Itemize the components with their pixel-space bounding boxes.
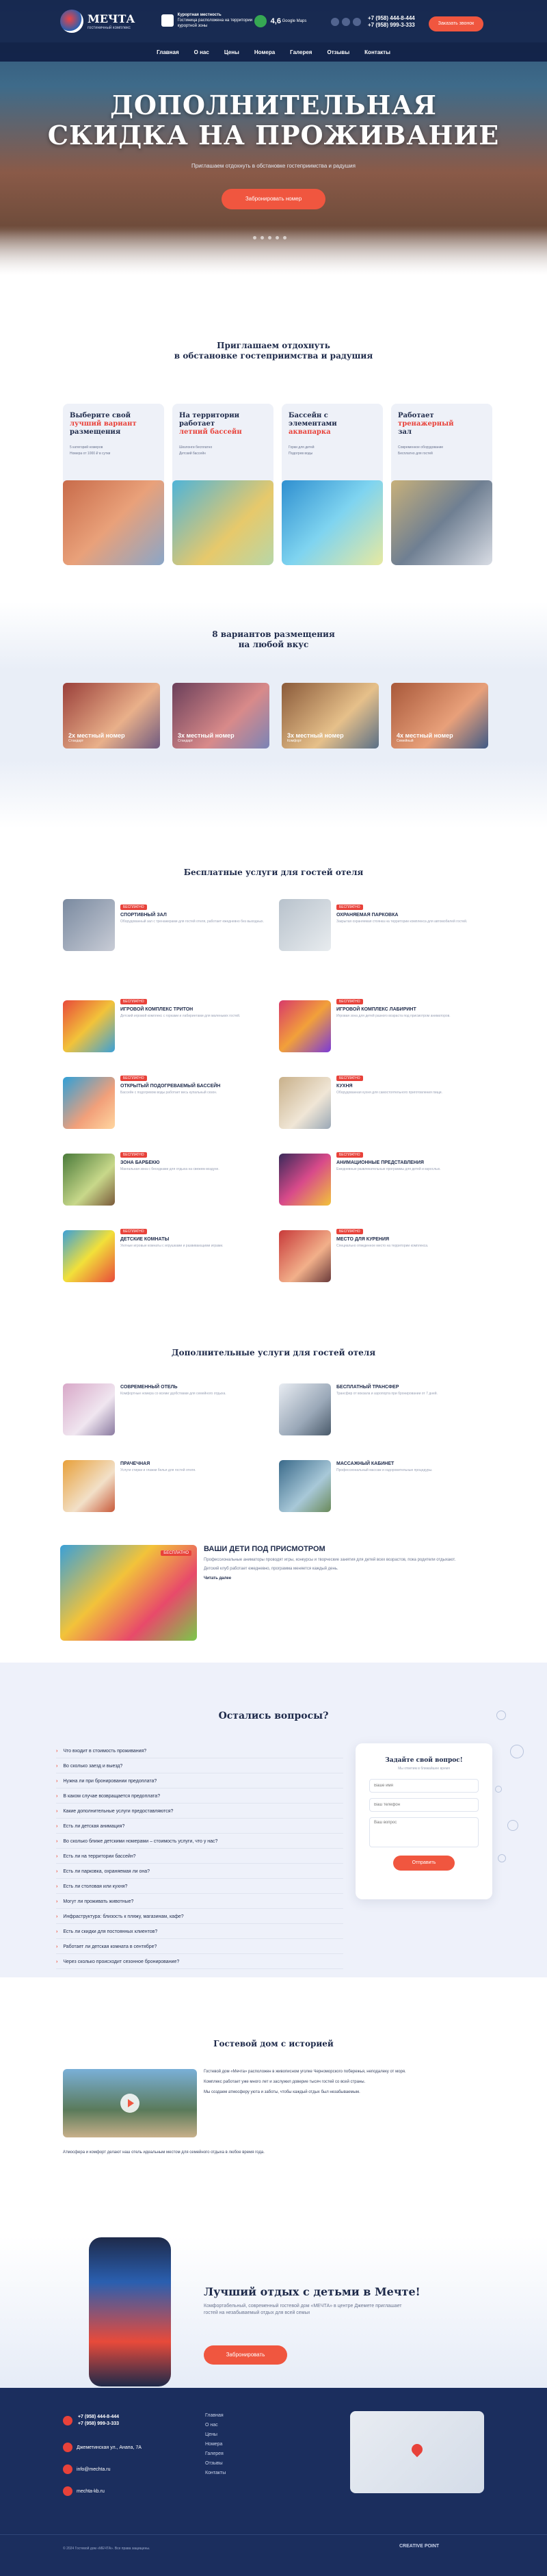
resort-desc: Гостиница расположена на территории курортной зоны xyxy=(177,18,253,28)
service-name: КУХНЯ xyxy=(336,1084,353,1089)
service-image xyxy=(63,1383,115,1435)
service-image xyxy=(279,1000,331,1052)
footer xyxy=(0,2388,547,2576)
rating-label: Google Maps xyxy=(282,19,307,23)
kids-block xyxy=(204,1545,491,1580)
footer-links xyxy=(205,2411,226,2478)
service-desc: Услуги стирки и глажки белья для гостей отеля. xyxy=(120,1468,196,1472)
history-paragraph: Гостевой дом «Мечта» расположен в живописном уголке Черноморского побережья, неподалеку от моря. xyxy=(204,2070,406,2074)
extra-services-title: Дополнительные услуги для гостей отеля xyxy=(171,1348,376,1357)
feature-card[interactable] xyxy=(282,404,383,565)
nav-item-prices[interactable]: Цены xyxy=(224,49,239,55)
service-item xyxy=(120,993,264,1019)
footer-phone-2[interactable]: +7 (958) 999-3-333 xyxy=(77,2421,120,2426)
service-desc: Оборудованный зал с тренажерами для гостей отеля, работает ежедневно без выходных. xyxy=(120,920,264,924)
service-item xyxy=(120,1223,264,1249)
nav-item-rooms[interactable]: Номера xyxy=(254,49,276,55)
faq-item[interactable]: › Есть ли столовая или кухня? xyxy=(56,1880,343,1894)
feature-title: На территории xyxy=(179,412,240,419)
hero-title-line-1: ДОПОЛНИТЕЛЬНАЯ xyxy=(110,90,437,120)
feature-title-accent: лучший вариант xyxy=(70,420,137,428)
main-nav xyxy=(0,42,547,62)
nav-item-reviews[interactable]: Отзывы xyxy=(327,49,350,55)
hero-slider-dots xyxy=(253,236,286,239)
service-item xyxy=(336,1223,480,1249)
hero-book-button[interactable]: Забронировать номер xyxy=(222,189,325,209)
room-card[interactable] xyxy=(391,683,488,749)
free-tag: БЕСПЛАТНО xyxy=(336,905,363,910)
feature-bullet: Номера от 1000 ₽ в сутки xyxy=(70,452,111,456)
extra-service-item xyxy=(120,1383,264,1396)
footer-address xyxy=(63,2443,142,2452)
history-paragraph: Комплекс работает уже много лет и заслужил доверие тысяч гостей со всей страны. xyxy=(204,2080,366,2084)
cta-title: Лучший отдых с детьми в Мечте! xyxy=(204,2285,421,2298)
faq-item[interactable]: › Что входит в стоимость проживания? xyxy=(56,1745,343,1758)
faq-item[interactable]: › Во сколько заезд и выезд? xyxy=(56,1760,343,1773)
service-item xyxy=(336,1147,480,1172)
service-name: АНИМАЦИОННЫЕ ПРЕДСТАВЛЕНИЯ xyxy=(336,1160,424,1165)
free-tag: БЕСПЛАТНО xyxy=(120,905,147,910)
free-tag: БЕСПЛАТНО xyxy=(336,1229,363,1234)
feature-bullet: Детский бассейн xyxy=(179,452,206,456)
slider-dot[interactable] xyxy=(283,236,286,239)
faq-item[interactable]: › Есть ли на территории бассейн? xyxy=(56,1850,343,1864)
hero-title-line-2: СКИДКА НА ПРОЖИВАНИЕ xyxy=(47,120,500,151)
faq-title: Остались вопросы? xyxy=(218,1710,329,1721)
service-item xyxy=(120,1147,264,1172)
question-form xyxy=(356,1743,492,1899)
footer-link[interactable]: Отзывы xyxy=(205,2461,223,2466)
extra-service-item xyxy=(336,1383,480,1396)
service-name: ИГРОВОЙ КОМПЛЕКС ЛАБИРИНТ xyxy=(336,1007,416,1012)
feature-title-accent: летний бассейн xyxy=(179,428,242,436)
faq-item[interactable]: › Могут ли проживать животные? xyxy=(56,1895,343,1909)
feature-bullet: Горки для детей xyxy=(289,445,315,450)
room-card[interactable] xyxy=(63,683,160,749)
room-name: 2х местный номер xyxy=(68,732,125,739)
bubbles-decoration xyxy=(490,1704,531,1882)
service-name: МАССАЖНЫЙ КАБИНЕТ xyxy=(336,1461,395,1466)
faq-item[interactable]: › В каком случае возвращается предоплата? xyxy=(56,1790,343,1804)
top-header xyxy=(0,0,547,42)
faq-item[interactable]: › Через сколько происходит сезонное бронирование? xyxy=(56,1955,343,1969)
cta-book-button[interactable]: Забронировать xyxy=(204,2345,287,2365)
feature-card[interactable] xyxy=(391,404,492,565)
room-card[interactable] xyxy=(282,683,379,749)
footer-map[interactable] xyxy=(350,2411,484,2493)
service-image xyxy=(63,899,115,951)
room-sub: Комфорт xyxy=(287,739,302,743)
footer-link[interactable]: Цены xyxy=(205,2432,217,2437)
faq-item[interactable]: › Работает ли детская комната в сентябре? xyxy=(56,1940,343,1954)
service-item xyxy=(120,899,264,924)
service-desc: Игровая зона для детей разного возраста под присмотром аниматоров. xyxy=(336,1014,451,1018)
service-name: ПРАЧЕЧНАЯ xyxy=(120,1461,150,1466)
free-tag: БЕСПЛАТНО xyxy=(120,1076,147,1081)
mail-icon xyxy=(63,2464,72,2474)
slider-dot[interactable] xyxy=(253,236,256,239)
footer-link[interactable]: Главная xyxy=(205,2413,224,2418)
faq-item[interactable]: › Какие дополнительные услуги предоставляются? xyxy=(56,1805,343,1819)
service-desc: Профессиональный массаж и оздоровительные процедуры. xyxy=(336,1468,433,1472)
free-tag: БЕСПЛАТНО xyxy=(120,1229,147,1234)
service-image xyxy=(279,1230,331,1282)
header-phone-2[interactable]: +7 (958) 999-3-333 xyxy=(368,22,415,28)
form-subtitle: Мы ответим в ближайшее время xyxy=(398,1767,450,1771)
call-button[interactable]: Заказать звонок xyxy=(429,16,483,31)
form-submit-button[interactable]: Отправить xyxy=(393,1856,455,1871)
service-desc: Оборудованная кухня для самостоятельного приготовления пищи. xyxy=(336,1091,442,1095)
faq-item[interactable]: › Есть ли парковка, охраняемая ли она? xyxy=(56,1865,343,1879)
feature-bullet: Бесплатно для гостей xyxy=(398,452,433,456)
logo-mark-icon xyxy=(60,10,83,33)
service-name: ДЕТСКИЕ КОМНАТЫ xyxy=(120,1237,170,1242)
service-image xyxy=(63,1000,115,1052)
kids-title: ВАШИ ДЕТИ ПОД ПРИСМОТРОМ xyxy=(204,1545,325,1553)
footer-link[interactable]: Галерея xyxy=(205,2451,224,2456)
footer-link[interactable]: Номера xyxy=(205,2442,223,2447)
logo-subtitle: гостиничный комплекс xyxy=(88,26,131,30)
extra-service-item xyxy=(336,1460,480,1473)
free-tag: БЕСПЛАТНО xyxy=(336,1076,363,1081)
feature-title-accent: аквапарка xyxy=(289,428,331,436)
feature-title-end: зал xyxy=(398,428,412,436)
service-item xyxy=(336,993,480,1019)
service-desc: Мангальная зона с беседками для отдыха на свежем воздухе. xyxy=(120,1167,219,1171)
service-image xyxy=(63,1077,115,1129)
footer-phones xyxy=(63,2414,119,2428)
feature-title: Бассейн с элементами xyxy=(289,412,337,428)
free-tag: БЕСПЛАТНО xyxy=(336,999,363,1004)
cta-text: Комфортабельный, современный гостевой дом «МЕЧТА» в центре Джемете приглашает гостей на незабываемый отдых для всей семьи xyxy=(204,2304,402,2315)
kids-read-more-link[interactable]: Читать далее xyxy=(204,1576,232,1580)
faq-item[interactable]: › Нужна ли при бронировании предоплата? xyxy=(56,1775,343,1788)
service-name: ИГРОВОЙ КОМПЛЕКС ТРИТОН xyxy=(120,1007,194,1012)
google-maps-icon xyxy=(254,15,267,27)
hero-subtitle: Приглашаем отдохнуть в обстановке гостеприимства и радушия xyxy=(191,163,356,169)
feature-image xyxy=(391,480,492,565)
footer-email xyxy=(63,2464,111,2474)
feature-title-end: размещения xyxy=(70,428,121,436)
footer-copyright: © 2024 Гостевой дом «МЕЧТА». Все права защищены. xyxy=(63,2547,150,2551)
history-text xyxy=(204,2069,491,2096)
footer-site-text[interactable]: mechta-kb.ru xyxy=(77,2488,105,2494)
history-paragraph: Мы создаем атмосферу уюта и заботы, чтобы каждый отдых был незабываемым. xyxy=(204,2090,360,2094)
service-name: МЕСТО ДЛЯ КУРЕНИЯ xyxy=(336,1237,390,1242)
service-desc: Бассейн с подогревом воды работает весь купальный сезон. xyxy=(120,1091,217,1095)
service-item xyxy=(120,1070,264,1095)
feature-title-accent: тренажерный xyxy=(398,420,454,428)
phone-mockup xyxy=(89,2237,171,2386)
slider-dot[interactable] xyxy=(276,236,279,239)
feature-bullet: 5 категорий номеров xyxy=(70,445,103,450)
nav-item-home[interactable]: Главная xyxy=(157,49,179,55)
room-sub: Семейный xyxy=(397,739,414,743)
map-pin-icon xyxy=(410,2442,425,2458)
footer-link[interactable]: О нас xyxy=(205,2423,218,2428)
service-name: ЗОНА БАРБЕКЮ xyxy=(120,1160,160,1165)
feature-bullet: Современное оборудование xyxy=(398,445,444,450)
service-image xyxy=(279,899,331,951)
whatsapp-icon[interactable] xyxy=(331,18,339,26)
rooms-title xyxy=(0,629,547,650)
history-video[interactable] xyxy=(63,2069,197,2137)
form-phone-input[interactable] xyxy=(369,1798,479,1812)
feature-title: Выберите свой xyxy=(70,412,131,419)
globe-icon xyxy=(63,2486,72,2496)
service-name: ОХРАНЯЕМАЯ ПАРКОВКА xyxy=(336,913,399,918)
feature-image xyxy=(172,480,274,565)
nav-item-about[interactable]: О нас xyxy=(194,49,209,55)
kids-image xyxy=(60,1545,197,1641)
service-desc: Специально отведенное место на территории комплекса. xyxy=(336,1244,429,1248)
feature-card[interactable] xyxy=(63,404,164,565)
history-title: Гостевой дом с историей xyxy=(213,2039,334,2048)
resort-icon xyxy=(161,14,174,27)
service-name: БЕСПЛАТНЫЙ ТРАНСФЕР xyxy=(336,1385,399,1390)
service-desc: Уютные игровые комнаты с игрушками и развивающими играми. xyxy=(120,1244,224,1248)
rating-block xyxy=(254,15,306,27)
location-icon xyxy=(63,2443,72,2452)
footer-phone-1[interactable]: +7 (958) 444-8-444 xyxy=(77,2415,120,2419)
room-card[interactable] xyxy=(172,683,269,749)
slider-dot[interactable] xyxy=(268,236,271,239)
logo[interactable] xyxy=(60,10,135,33)
feature-card[interactable] xyxy=(172,404,274,565)
footer-address-text: Джеметинская ул., Анапа, 7А xyxy=(77,2445,142,2450)
footer-link[interactable]: Контакты xyxy=(205,2471,226,2475)
hero-title xyxy=(0,90,547,151)
feature-image xyxy=(63,480,164,565)
room-name: 3х местный номер xyxy=(287,732,344,739)
service-image xyxy=(279,1383,331,1435)
room-sub: Стандарт xyxy=(178,739,194,743)
kids-free-tag: БЕСПЛАТНО xyxy=(161,1550,191,1556)
nav-item-contacts[interactable]: Контакты xyxy=(364,49,390,55)
faq-item[interactable]: › Во сколько ближе детскими номерами – стоимость услуги, что у нас? xyxy=(56,1835,343,1849)
feature-image xyxy=(282,480,383,565)
header-phone-1[interactable]: +7 (958) 444-8-444 xyxy=(368,15,415,21)
service-image xyxy=(279,1154,331,1206)
free-tag: БЕСПЛАТНО xyxy=(336,1152,363,1158)
free-tag: БЕСПЛАТНО xyxy=(120,999,147,1004)
rooms-title-line-2: на любой вкус xyxy=(238,640,309,649)
history-paragraph-wide: Атмосфера и комфорт делают наш отель идеальным местом для семейного отдыха в любое время года. xyxy=(63,2150,265,2155)
footer-developer[interactable]: CREATIVE POINT xyxy=(399,2544,440,2549)
kids-text: Профессиональные аниматоры проводят игры, конкурсы и творческие занятия для детей всех возрастов, пока родители отдыхают. xyxy=(204,1558,456,1562)
room-name: 4х местный номер xyxy=(397,732,453,739)
service-name: СОВРЕМЕННЫЙ ОТЕЛЬ xyxy=(120,1385,178,1390)
form-name-input[interactable] xyxy=(369,1779,479,1793)
vk-icon[interactable] xyxy=(353,18,361,26)
play-icon[interactable] xyxy=(120,2094,139,2113)
phone-icon xyxy=(63,2416,72,2425)
service-image xyxy=(279,1077,331,1129)
feature-title: Работает xyxy=(398,412,434,419)
service-image xyxy=(279,1460,331,1512)
welcome-title xyxy=(0,341,547,361)
service-item xyxy=(336,899,480,924)
service-desc: Комфортные номера со всеми удобствами для семейного отдыха. xyxy=(120,1392,226,1396)
feature-bullet: Шезлонги бесплатно xyxy=(179,445,213,450)
rating-value: 4,6 xyxy=(270,17,281,25)
form-title: Задайте свой вопрос! xyxy=(385,1757,463,1764)
service-desc: Закрытая охраняемая стоянка на территории комплекса для автомобилей гостей. xyxy=(336,920,468,924)
service-desc: Ежедневные развлекательные программы для детей и взрослых. xyxy=(336,1167,441,1171)
service-name: ОТКРЫТЫЙ ПОДОГРЕВАЕМЫЙ БАССЕЙН xyxy=(120,1084,221,1089)
free-tag: БЕСПЛАТНО xyxy=(120,1152,147,1158)
room-sub: Стандарт xyxy=(68,739,84,743)
room-name: 3х местный номер xyxy=(178,732,235,739)
free-services-title: Бесплатные услуги для гостей отеля xyxy=(183,868,364,877)
resort-title: Курортная местность xyxy=(177,13,222,17)
footer-email-text[interactable]: info@mechta.ru xyxy=(77,2467,111,2472)
service-desc: Трансфер от вокзала и аэропорта при бронировании от 7 дней. xyxy=(336,1392,438,1396)
faq-item[interactable]: › Инфраструктура: близость к пляжу, магазинам, кафе? xyxy=(56,1910,343,1924)
hero-section xyxy=(0,0,547,287)
welcome-title-line-2: в обстановке гостеприимства и радушия xyxy=(174,351,373,361)
feature-bullet: Подогрев воды xyxy=(289,452,313,456)
service-image xyxy=(63,1460,115,1512)
form-question-input[interactable] xyxy=(369,1817,479,1847)
header-info-resort xyxy=(161,12,253,29)
rooms-title-line-1: 8 вариантов размещения xyxy=(212,629,335,639)
footer-site xyxy=(63,2486,105,2496)
service-desc: Детский игровой комплекс с горками и лабиринтами для маленьких гостей. xyxy=(120,1014,241,1018)
welcome-title-line-1: Приглашаем отдохнуть xyxy=(217,341,330,350)
telegram-icon[interactable] xyxy=(342,18,350,26)
slider-dot[interactable] xyxy=(261,236,264,239)
nav-item-gallery[interactable]: Галерея xyxy=(290,49,312,55)
feature-title: работает xyxy=(179,420,215,428)
faq-item[interactable]: › Есть ли скидки для постоянных клиентов? xyxy=(56,1925,343,1939)
kids-text-2: Детский клуб работает ежедневно, программа меняется каждый день. xyxy=(204,1567,338,1571)
service-image xyxy=(63,1154,115,1206)
logo-text: МЕЧТА xyxy=(88,12,135,25)
extra-service-item xyxy=(120,1460,264,1473)
header-phones xyxy=(368,15,415,29)
service-item xyxy=(336,1070,480,1095)
faq-item[interactable]: › Есть ли детская анимация? xyxy=(56,1820,343,1834)
service-image xyxy=(63,1230,115,1282)
service-name: СПОРТИВНЫЙ ЗАЛ xyxy=(120,913,167,918)
